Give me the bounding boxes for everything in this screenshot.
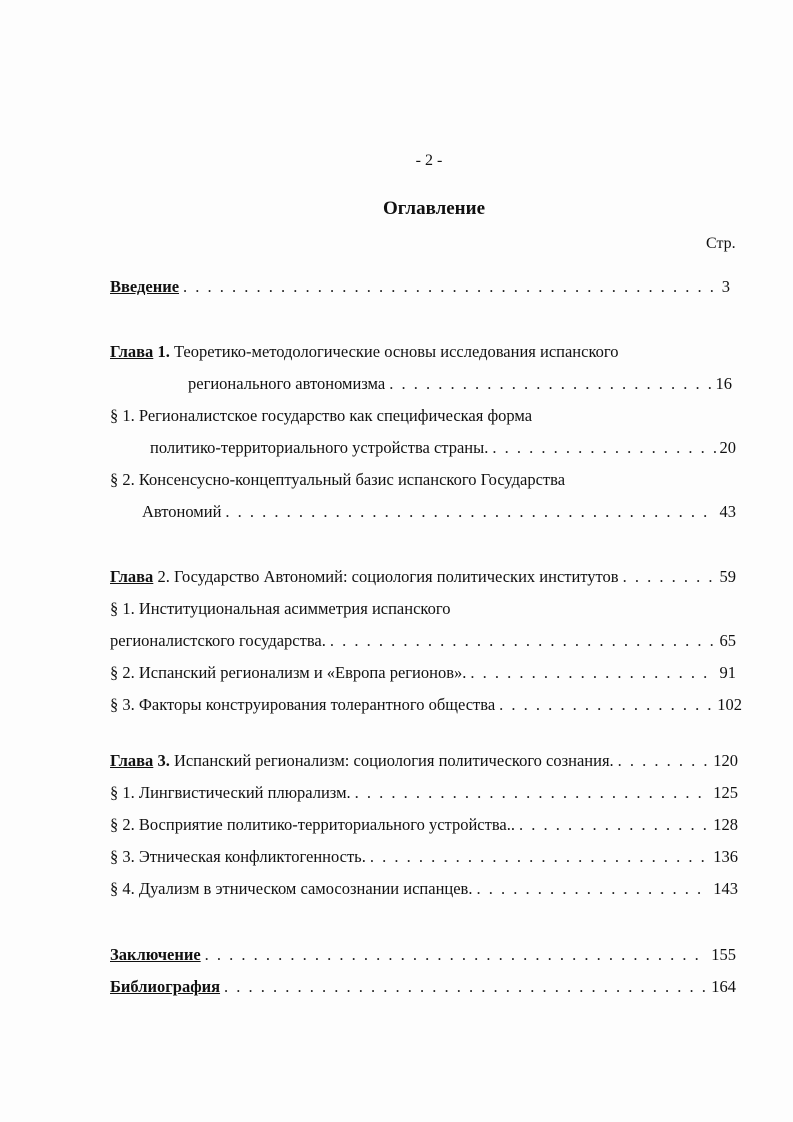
toc-conclusion-label: Заключение bbox=[110, 945, 201, 964]
leader-dots bbox=[224, 976, 707, 998]
toc-ch1-continuation bbox=[188, 373, 732, 395]
page-title: Оглавление bbox=[382, 198, 486, 219]
leader-dots bbox=[519, 814, 709, 836]
chapter-title-cont: регионального автономизма bbox=[188, 374, 386, 393]
toc-entry-intro bbox=[110, 276, 730, 298]
toc-ch2-s1-page: 65 bbox=[719, 631, 736, 650]
toc-ch1-s2-line1: § 2. Консенсусно-концептуальный базис испанского Государства bbox=[110, 470, 566, 489]
toc-ch1-s2-page: 43 bbox=[719, 502, 736, 521]
toc-bibliography-label: Библиография bbox=[110, 977, 221, 996]
leader-dots bbox=[183, 276, 718, 298]
toc-ch2-s1-line1: § 1. Институциональная асимметрия испанского bbox=[110, 599, 451, 618]
toc-ch1-s1-line1: § 1. Регионалистское государство как специфическая форма bbox=[110, 406, 533, 425]
section-title: § 1. Лингвистический плюрализм. bbox=[110, 783, 351, 802]
chapter-number: 1. bbox=[153, 342, 170, 361]
toc-ch3-s3-page: 136 bbox=[713, 847, 738, 866]
chapter-title: Испанский регионализм: социология политического сознания. bbox=[169, 751, 614, 770]
leader-dots bbox=[618, 750, 710, 772]
toc-ch2-s2-page: 91 bbox=[719, 663, 736, 682]
toc-ch1-s2-line2 bbox=[142, 501, 736, 523]
toc-ch1-page: 16 bbox=[715, 374, 732, 393]
leader-dots bbox=[205, 944, 708, 966]
toc-intro-page: 3 bbox=[721, 277, 730, 296]
chapter-number: 3. bbox=[153, 751, 170, 770]
toc-ch3-s4-page: 143 bbox=[713, 879, 738, 898]
toc-ch3-s1 bbox=[110, 782, 738, 804]
leader-dots bbox=[389, 373, 711, 395]
toc-ch2-heading bbox=[110, 566, 736, 588]
toc-ch3-s2 bbox=[110, 814, 738, 836]
section-title: § 2. Восприятие политико-территориального устройства.. bbox=[110, 815, 515, 834]
toc-ch3-s1-page: 125 bbox=[713, 783, 738, 802]
chapter-number: 2 bbox=[153, 567, 166, 586]
chapter-title: Теоретико-методологические основы исследования испанского bbox=[169, 342, 619, 361]
toc-ch1-heading bbox=[110, 341, 619, 363]
toc-conclusion-page: 155 bbox=[711, 945, 736, 964]
leader-dots bbox=[470, 662, 715, 684]
leader-dots bbox=[370, 846, 709, 868]
toc-ch1-s1-line2 bbox=[150, 437, 736, 459]
section-title: § 3. Этническая конфликтогенность. bbox=[110, 847, 366, 866]
toc-ch2-s2 bbox=[110, 662, 736, 684]
toc-ch2-s3 bbox=[110, 694, 742, 716]
toc-ch3-s2-page: 128 bbox=[713, 815, 738, 834]
section-title: § 2. Испанский регионализм и «Европа регионов». bbox=[110, 663, 467, 682]
toc-bibliography-page: 164 bbox=[711, 977, 736, 996]
toc-entry-conclusion bbox=[110, 944, 736, 966]
toc-ch1-s1-page: 20 bbox=[719, 438, 736, 457]
chapter-title: . Государство Автономий: социология политических институтов bbox=[165, 567, 619, 586]
page-column-label: Стр. bbox=[706, 235, 736, 252]
toc-ch3-page: 120 bbox=[713, 751, 738, 770]
toc-ch2-s3-page: 102 bbox=[717, 695, 742, 714]
toc-ch2-page: 59 bbox=[719, 567, 736, 586]
leader-dots bbox=[623, 566, 716, 588]
section-title: § 4. Дуализм в этническом самосознании испанцев. bbox=[110, 879, 473, 898]
toc-ch3-s3 bbox=[110, 846, 738, 868]
leader-dots bbox=[476, 878, 709, 900]
section-title: § 3. Факторы конструирования толерантного общества bbox=[110, 695, 496, 714]
chapter-label: Глава bbox=[110, 751, 154, 770]
leader-dots bbox=[492, 437, 715, 459]
leader-dots bbox=[225, 501, 715, 523]
chapter-label: Глава bbox=[110, 567, 154, 586]
toc-ch3-s4 bbox=[110, 878, 738, 900]
leader-dots bbox=[499, 694, 713, 716]
section-title-cont: регионалистского государства. bbox=[110, 631, 326, 650]
leader-dots bbox=[330, 630, 716, 652]
section-title-cont: Автономий bbox=[142, 502, 222, 521]
section-title-cont: политико-территориального устройства страны. bbox=[150, 438, 489, 457]
leader-dots bbox=[355, 782, 710, 804]
toc-entry-bibliography bbox=[110, 976, 736, 998]
toc-ch3-heading bbox=[110, 750, 738, 772]
toc-ch2-s1-line2 bbox=[110, 630, 736, 652]
page-number: - 2 - bbox=[415, 152, 443, 169]
chapter-label: Глава bbox=[110, 342, 154, 361]
toc-intro-label: Введение bbox=[110, 277, 180, 296]
